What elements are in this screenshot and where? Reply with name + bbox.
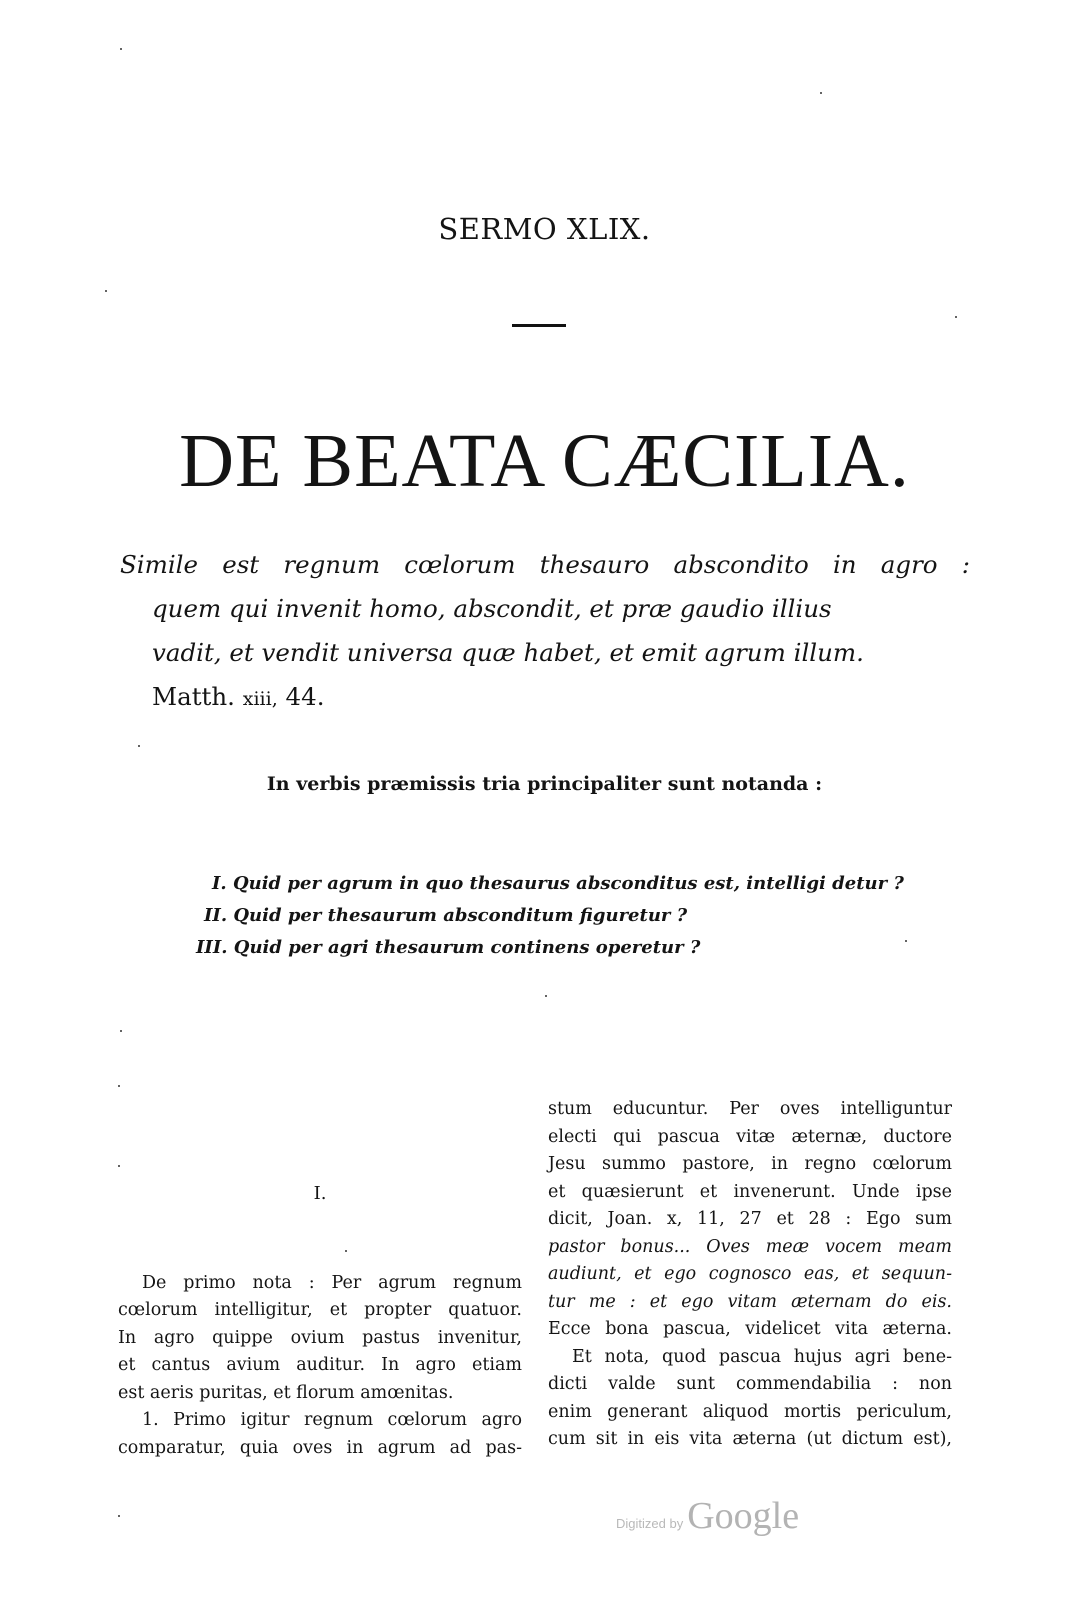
text-line: cœlorum intelligitur, et propter quatuor.	[118, 1300, 522, 1320]
question-item: III. Quid per agri thesaurum continens operetur ?	[196, 937, 701, 958]
reference-chapter: xiii,	[242, 688, 278, 710]
scan-speck	[120, 1030, 122, 1032]
scan-speck	[545, 995, 547, 997]
sermon-number: SERMO XLIX.	[438, 212, 651, 246]
text-line: electi qui pascua vitæ æternæ, ductore	[548, 1126, 952, 1147]
text-line: enim generant aliquod mortis periculum,	[548, 1401, 952, 1422]
text-line: tur me : et ego vitam æternam do eis.	[548, 1291, 952, 1312]
page-title: DE BEATA CÆCILIA.	[179, 419, 910, 503]
text-line: est aeris puritas, et florum amœnitas.	[118, 1382, 454, 1403]
text-line: Jesu summo pastore, in regno cœlorum	[548, 1154, 952, 1174]
text-line: audiunt, et ego cognosco eas, et sequun-	[548, 1264, 952, 1284]
watermark-prefix: Digitized by	[616, 1516, 684, 1531]
question-item: I. Quid per agrum in quo thesaurus absconditus est, intelligi detur ?	[212, 873, 904, 894]
scan-speck	[820, 92, 822, 94]
scan-speck	[138, 745, 140, 747]
epigraph-line: Simile est regnum cœlorum thesauro abscondito in agro :	[120, 550, 970, 579]
scan-speck	[118, 1085, 120, 1087]
text-line: stum educuntur. Per oves intelliguntur	[548, 1099, 952, 1119]
text-line: dicti valde sunt commendabilia : non	[548, 1374, 952, 1394]
text-line: Ecce bona pascua, videlicet vita æterna.	[548, 1319, 952, 1339]
question-list	[196, 868, 956, 964]
scan-speck	[905, 940, 907, 942]
epigraph	[120, 543, 970, 721]
text-line: pastor bonus... Oves meæ vocem meam	[548, 1236, 952, 1257]
scan-speck	[120, 48, 122, 50]
section-number: I.	[313, 1183, 327, 1204]
text-line: et quæsierunt et invenerunt. Unde ipse	[548, 1181, 952, 1202]
title-divider	[512, 324, 566, 327]
epigraph-line: vadit, et vendit universa quæ habet, et emit agrum illum.	[152, 638, 864, 667]
epigraph-line: quem qui invenit homo, abscondit, et præ gaudio illius	[152, 594, 832, 623]
scripture-reference	[120, 675, 970, 721]
text-line: Et nota, quod pascua hujus agri bene-	[572, 1346, 952, 1367]
digitized-watermark	[616, 1494, 799, 1538]
text-line: 1. Primo igitur regnum cœlorum agro	[142, 1410, 522, 1430]
scan-speck	[118, 1165, 120, 1167]
right-column	[548, 1096, 952, 1454]
text-line: dicit, Joan. x, 11, 27 et 28 : Ego sum	[548, 1209, 952, 1229]
text-line: In agro quippe ovium pastus invenitur,	[118, 1327, 522, 1348]
scan-speck	[955, 316, 957, 318]
left-column	[118, 1180, 522, 1462]
scan-speck	[345, 1250, 347, 1252]
question-item: II. Quid per thesaurum absconditum figuretur ?	[204, 905, 688, 926]
text-line: cum sit in eis vita æterna (ut dictum est),	[548, 1429, 952, 1449]
text-line: et cantus avium auditur. In agro etiam	[118, 1355, 522, 1375]
google-logo: Google	[687, 1495, 800, 1537]
intro-text: In verbis præmissis tria principaliter sunt notanda :	[266, 773, 823, 795]
scan-speck	[105, 290, 107, 292]
reference-verse: 44.	[285, 682, 325, 711]
reference-book: Matth.	[152, 682, 235, 711]
text-line: De primo nota : Per agrum regnum	[142, 1272, 522, 1293]
text-line: comparatur, quia oves in agrum ad pas-	[118, 1437, 522, 1458]
scan-speck	[118, 1515, 120, 1517]
